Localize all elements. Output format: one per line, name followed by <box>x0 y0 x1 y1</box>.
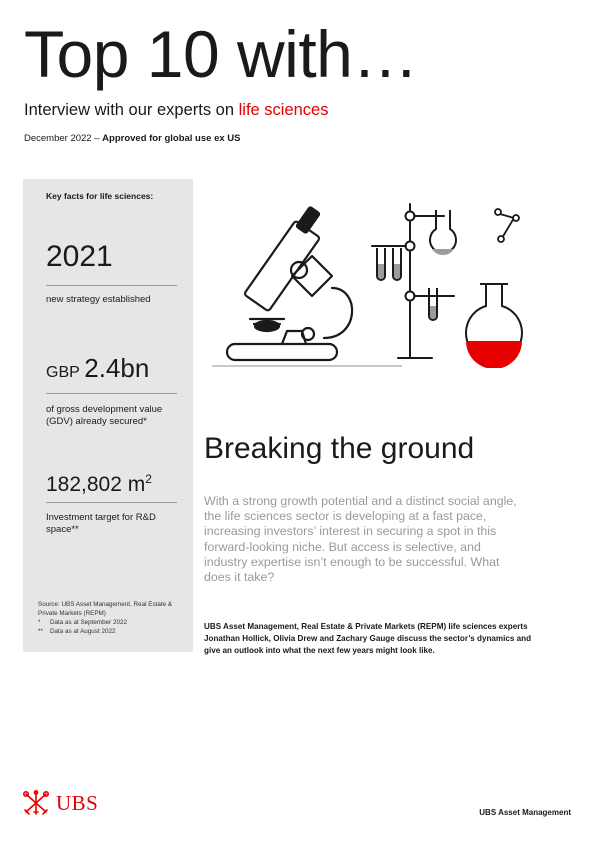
subtitle-text: Interview with our experts on <box>24 101 239 119</box>
page-subtitle <box>24 100 328 120</box>
dateline <box>24 133 240 145</box>
fact-value-rd-number: 182,802 m <box>46 473 146 496</box>
lab-illustration <box>212 196 542 368</box>
fact-superscript: 2 <box>145 472 152 486</box>
source-text: Source: UBS Asset Management, Real Estate & Private Markets (REPM) <box>38 601 173 617</box>
ubs-keys-logo-icon <box>22 790 50 816</box>
fact-unit-prefix: GBP <box>46 364 80 381</box>
approval-note: Approved for global use ex US <box>102 133 241 144</box>
publication-date: December 2022 – <box>24 133 103 144</box>
fact-desc-gdv: of gross development value (GDV) already secured* <box>46 404 163 427</box>
footnote-2: ** Data as at August 2022 <box>38 628 116 635</box>
footnote-1: * Data as at September 2022 <box>38 619 128 626</box>
fact-desc-strategy: new strategy established <box>46 294 151 305</box>
lead-paragraph: UBS Asset Management, Real Estate & Private Markets (REPM) life sciences experts Jonathan Hollick, Olivia Drew and Zachary Gauge discuss the sector’s dynamics and give an outlook into what the next few years might look like. <box>204 622 532 656</box>
fact-divider <box>46 285 177 286</box>
fact-value-rd-space <box>46 472 152 497</box>
molecule-icon <box>495 209 519 242</box>
fact-value-gdv <box>46 353 149 384</box>
ubs-logo-text: UBS <box>56 790 99 815</box>
fact-value-strategy: 2021 <box>46 240 113 273</box>
ubs-logo <box>22 790 98 816</box>
fact-divider <box>46 502 177 503</box>
section-title: Breaking the ground <box>204 432 475 465</box>
fact-value-gdv-number: 2.4bn <box>84 353 150 383</box>
subtitle-accent: life sciences <box>238 101 329 119</box>
intro-paragraph: With a strong growth potential and a distinct social angle, the life sciences sector is developing at a fast pace, increasing investors’ interest in securing a spot in this forward-looking niche. But access is selective, and industry expertise isn’t enough to be successful. What does it take? <box>204 494 517 585</box>
test-tubes-icon <box>377 248 437 320</box>
fact-divider <box>46 393 177 394</box>
source-note <box>38 600 188 636</box>
microscope-icon <box>227 207 352 360</box>
key-facts-heading: Key facts for life sciences: <box>46 191 154 201</box>
footer-division: UBS Asset Management <box>479 808 571 817</box>
lab-stand-icon <box>372 204 454 358</box>
page-title: Top 10 with… <box>24 17 418 91</box>
fact-desc-rd-space: Investment target for R&D space** <box>46 512 156 535</box>
flask-icon <box>430 210 522 368</box>
